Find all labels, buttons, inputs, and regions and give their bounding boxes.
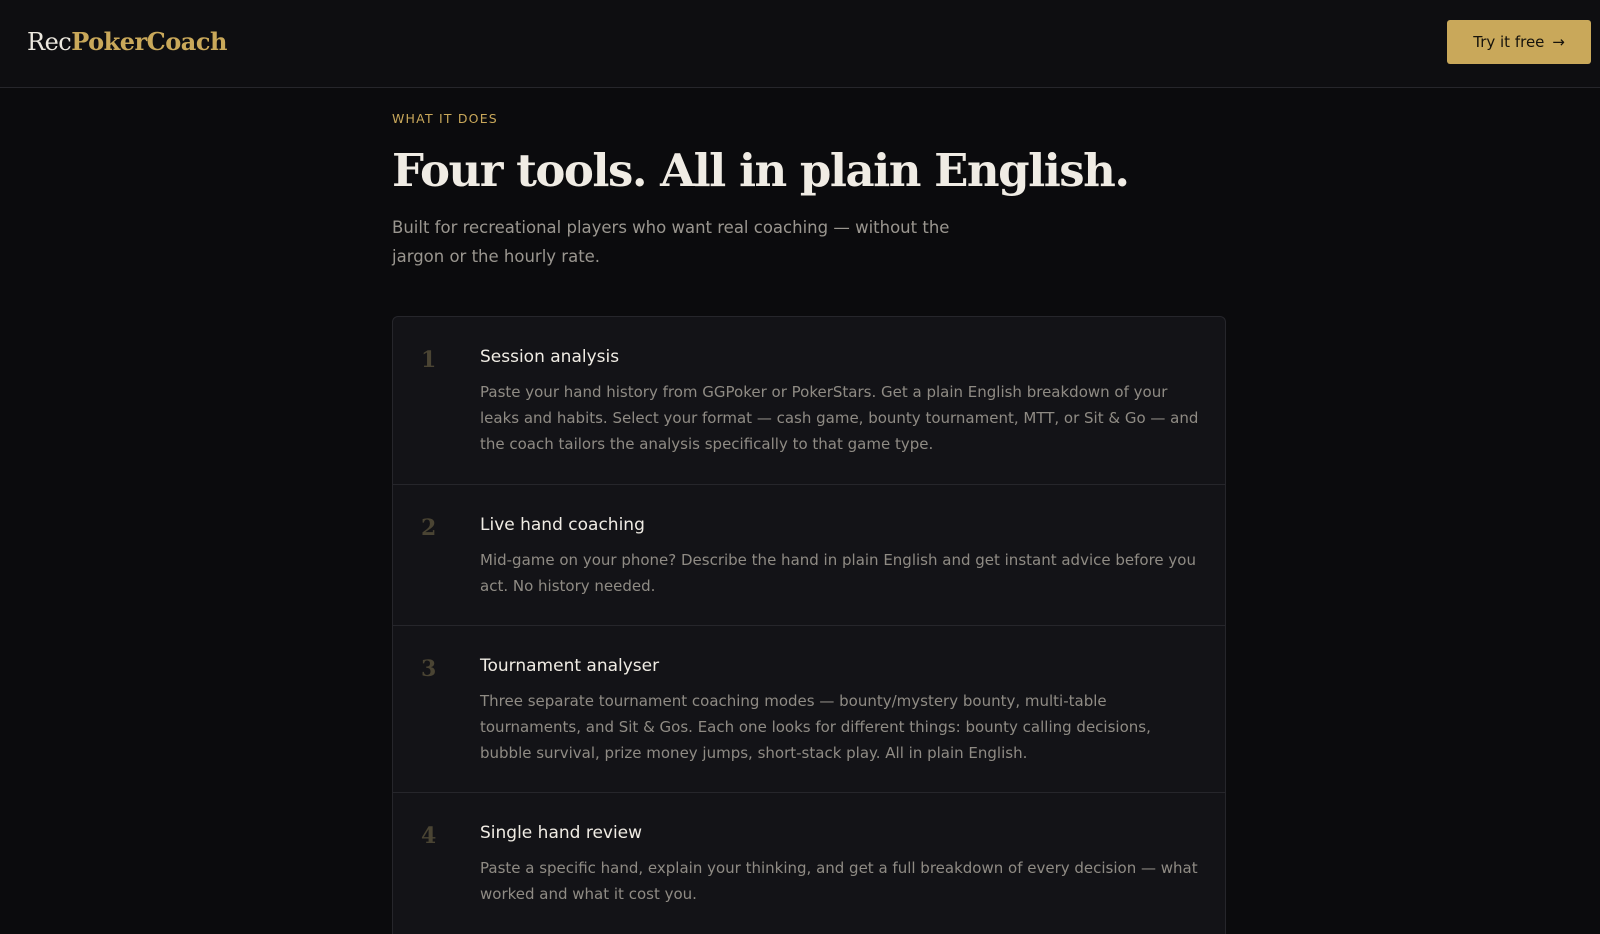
- page-subtitle: Built for recreational players who want real coaching — without the jargon or the hourly rate.: [392, 218, 950, 266]
- arrow-right-icon: →: [1552, 33, 1565, 51]
- tool-number: 1: [421, 347, 437, 373]
- tool-title: Single hand review: [480, 823, 643, 843]
- tools-list: [392, 316, 1226, 934]
- tool-description: Three separate tournament coaching modes — bounty/mystery bounty, multi-table tournaments, and Sit & Gos. Each one looks for different things: bounty calling decisions, bubble survival, prize money jumps, short-stack play. All in plain English.: [480, 692, 1151, 762]
- logo-brand: PokerCoach: [71, 27, 227, 56]
- tool-description: Paste your hand history from GGPoker or PokerStars. Get a plain English breakdown of your leaks and habits. Select your format — cash game, bounty tournament, MTT, or Sit & Go — and the coach tailors the analysis specifically to that game type.: [480, 383, 1199, 453]
- tool-title: Live hand coaching: [480, 515, 645, 535]
- tool-number: 2: [421, 515, 437, 541]
- tool-item-session-analysis: [393, 317, 1225, 485]
- tool-description: Paste a specific hand, explain your thinking, and get a full breakdown of every decision — what worked and what it cost you.: [480, 859, 1198, 903]
- tool-title: Session analysis: [480, 347, 620, 367]
- logo[interactable]: [27, 22, 227, 62]
- tool-item-tournament-analyser: [393, 626, 1225, 793]
- tool-number: 3: [421, 656, 437, 682]
- cta-label: Try it free: [1473, 33, 1545, 51]
- page-title: Four tools. All in plain English.: [392, 144, 1129, 197]
- section-eyebrow: WHAT IT DOES: [392, 111, 498, 126]
- tool-item-single-hand-review: [393, 793, 1225, 934]
- site-header: [0, 0, 1600, 88]
- try-it-free-button[interactable]: [1447, 20, 1591, 64]
- tool-description: Mid-game on your phone? Describe the hand in plain English and get instant advice before you act. No history needed.: [480, 551, 1196, 595]
- tool-title: Tournament analyser: [480, 656, 660, 676]
- tool-item-live-hand-coaching: [393, 485, 1225, 626]
- logo-prefix: Rec: [27, 28, 72, 56]
- tool-number: 4: [421, 823, 437, 849]
